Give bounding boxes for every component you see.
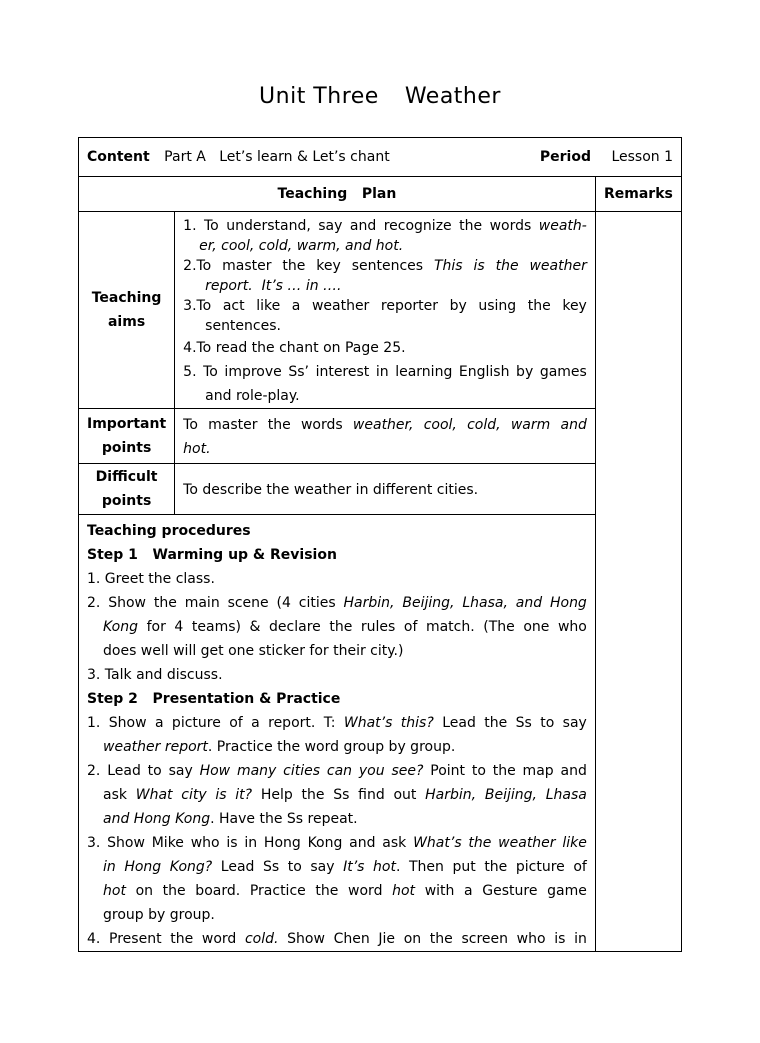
- aim-2-text: 2.To master the key sentences: [183, 258, 434, 274]
- plan-header-row: [79, 177, 682, 212]
- aims-label-cell: [79, 212, 175, 409]
- procedures-content: [79, 515, 596, 952]
- step-1-item-3: 3. Talk and discuss.: [87, 667, 223, 683]
- step-1-item-2-italic: Harbin, Beijing, Lhasa, and Hong: [343, 595, 587, 611]
- title-unit: Unit Three: [259, 84, 379, 109]
- procedures-heading: Teaching procedures: [87, 523, 251, 539]
- step-2-item-2-italic: How many cities can you see?: [199, 763, 424, 779]
- step-2-item-1-cont: Lead the Ss to say: [433, 715, 587, 731]
- important-text: To master the words: [183, 417, 353, 433]
- step-2-item-3: 3. Show Mike who is in Hong Kong and ask: [87, 835, 414, 851]
- step-2-item-2-cities-cont: and Hong Kong: [103, 811, 211, 827]
- step-2-item-1: 1. Show a picture of a report. T:: [87, 715, 344, 731]
- important-label-cell: [79, 409, 175, 464]
- step-2-item-4-cont: Show Chen Jie on the screen who is in: [278, 931, 587, 947]
- aim-2-italic: This is the weather: [433, 258, 587, 274]
- content-row: [79, 138, 682, 177]
- step-2-item-3-then: . Then put the picture of: [395, 859, 587, 875]
- important-label-1: Important: [87, 416, 167, 432]
- important-row: [79, 409, 682, 464]
- step-2-item-3-lead: Lead Ss to say: [212, 859, 344, 875]
- aim-4-text: 4.To read the chant on Page 25.: [183, 340, 406, 356]
- important-italic: weather, cool, cold, warm and: [352, 417, 587, 433]
- aim-1-italic: weath-: [538, 218, 587, 234]
- step-2-item-2-italic-2: What city is it?: [135, 787, 253, 803]
- step-1-item-2-cont: for 4 teams) & declare the rules of match. (The one who: [138, 619, 587, 635]
- lesson-plan-table: [78, 137, 682, 952]
- content-value: Part A Let’s learn & Let’s chant: [164, 149, 390, 165]
- step-2-item-3-board: on the board. Practice the word: [125, 883, 393, 899]
- aim-3-cont: sentences.: [205, 318, 281, 334]
- aim-5-cont: and role-play.: [205, 388, 300, 404]
- step-1-item-2-end: does well will get one sticker for their city.): [103, 643, 404, 659]
- aim-2-italic-cont: report. It’s … in ….: [205, 278, 342, 294]
- aim-1-text: 1. To understand, say and recognize the words: [183, 218, 539, 234]
- important-content: [175, 409, 596, 464]
- step-2-item-2-cont: Point to the map and: [423, 763, 587, 779]
- step-1-item-2: 2. Show the main scene (4 cities: [87, 595, 344, 611]
- step-2-item-4: 4. Present the word: [87, 931, 245, 947]
- step-1-item-2-italic-cont: Kong: [103, 619, 139, 635]
- difficult-row: [79, 464, 682, 515]
- difficult-content: [175, 464, 596, 515]
- procedures-row: [79, 515, 682, 952]
- page-title: [0, 84, 760, 109]
- step-2-item-2-cities: Harbin, Beijing, Lhasa: [425, 787, 587, 803]
- step-2-item-1-end: . Practice the word group by group.: [207, 739, 456, 755]
- difficult-label-2: points: [101, 493, 152, 509]
- step-2-item-2-help: Help the Ss find out: [252, 787, 426, 803]
- remarks-cell: [595, 212, 681, 952]
- difficult-label-1: Difficult: [95, 469, 158, 485]
- step-2-item-3-italic-cont: in Hong Kong?: [103, 859, 213, 875]
- step-2-item-2-end: . Have the Ss repeat.: [210, 811, 358, 827]
- aims-row: [79, 212, 682, 409]
- step-2-item-1-italic-2: weather report: [103, 739, 208, 755]
- step-2-item-4-italic: cold.: [244, 931, 279, 947]
- period-value: Lesson 1: [611, 149, 673, 165]
- aim-5-text: 5. To improve Ss’ interest in learning English by games: [183, 364, 587, 380]
- teaching-plan-label: Teaching Plan: [277, 186, 397, 202]
- remarks-heading: [595, 177, 681, 212]
- step-2-item-3-hot-2: hot: [103, 883, 126, 899]
- aim-1-italic-cont: er, cool, cold, warm, and hot.: [199, 238, 404, 254]
- step-2-item-3-hot: It’s hot: [343, 859, 396, 875]
- aims-label-1: Teaching: [91, 290, 162, 306]
- period-label: Period: [539, 149, 591, 165]
- aims-content: [175, 212, 596, 409]
- difficult-label-cell: [79, 464, 175, 515]
- important-label-2: points: [101, 440, 152, 456]
- step-2-item-3-italic: What’s the weather like: [413, 835, 587, 851]
- step-2-item-3-game: with a Gesture game: [415, 883, 587, 899]
- step-1-heading: Step 1 Warming up & Revision: [87, 547, 337, 563]
- content-cell: [79, 138, 682, 177]
- title-topic: Weather: [404, 84, 501, 109]
- difficult-text: To describe the weather in different cities.: [183, 482, 479, 498]
- step-2-item-3-hot-3: hot: [392, 883, 416, 899]
- content-label: Content: [87, 149, 150, 165]
- step-2-item-2: 2. Lead to say: [87, 763, 200, 779]
- step-2-item-1-italic: What’s this?: [343, 715, 434, 731]
- remarks-label: Remarks: [603, 186, 673, 202]
- teaching-plan-heading: [79, 177, 596, 212]
- aim-3-text: 3.To act like a weather reporter by using the key: [183, 298, 587, 314]
- step-2-heading: Step 2 Presentation & Practice: [87, 691, 341, 707]
- step-2-item-3-end: group by group.: [103, 907, 215, 923]
- step-2-item-2-ask: ask: [103, 787, 136, 803]
- important-italic-cont: hot.: [183, 441, 211, 457]
- aims-label-2: aims: [107, 314, 146, 330]
- step-1-item-1: 1. Greet the class.: [87, 571, 215, 587]
